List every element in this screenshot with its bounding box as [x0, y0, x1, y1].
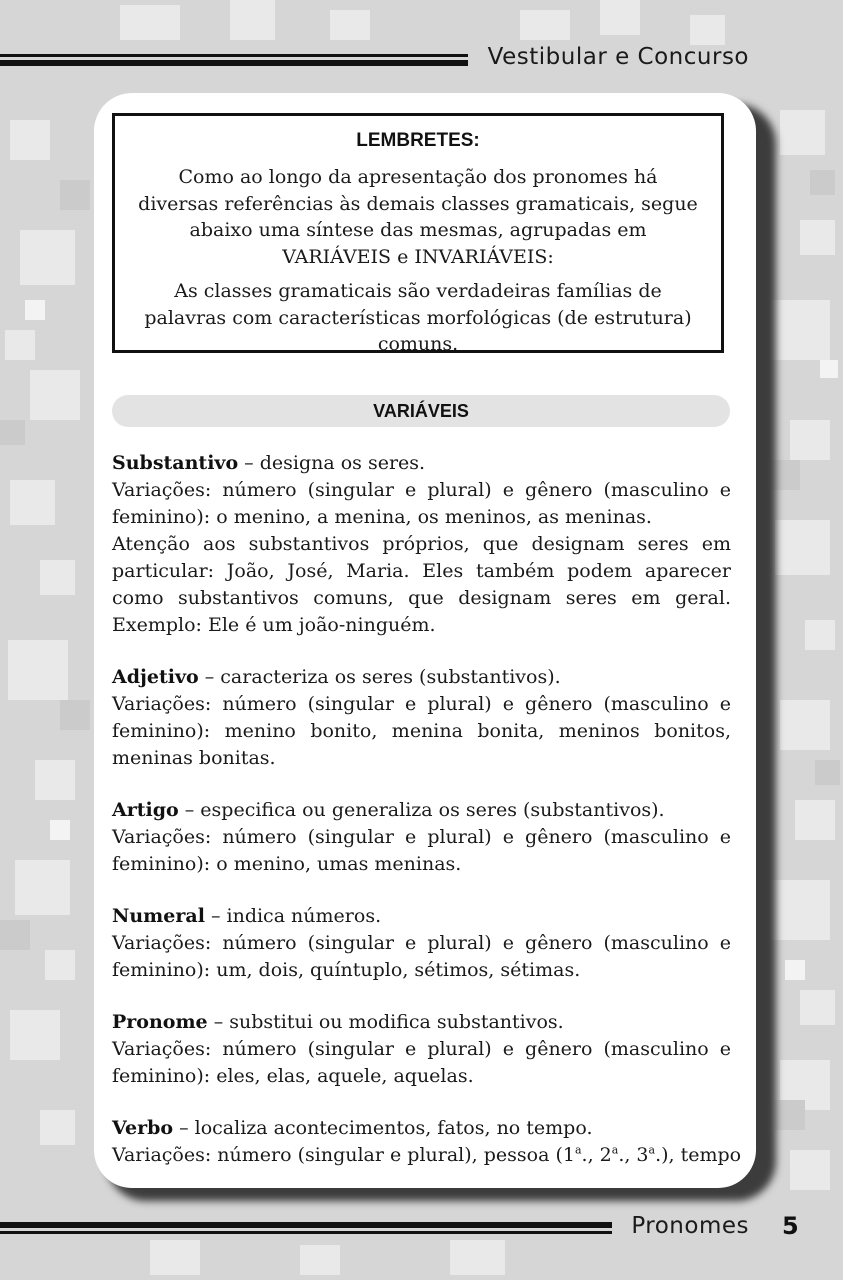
entry-term: Substantivo	[112, 452, 239, 474]
page-number: 5	[782, 1212, 799, 1240]
entry-adjetivo	[112, 664, 731, 772]
entry-definition: – designa os seres.	[238, 452, 426, 474]
reminder-paragraph-2: As classes gramaticais são verdadeiras famílias de palavras com características morfológicas (de estrutura) comuns.	[144, 280, 692, 355]
footer-rule	[0, 1222, 612, 1236]
entry-definition: – caracteriza os seres (substantivos).	[198, 666, 561, 688]
entry-variations: Variações: número (singular e plural), pessoa (1$^a$., 2$^a$., 3$^a$.), tempo	[112, 1143, 742, 1166]
reminder-box	[112, 113, 724, 353]
entry-variations: Variações: número (singular e plural) e gênero (masculino e feminino): o menino, umas meninas.	[112, 826, 731, 875]
section-title-variaveis: VARIÁVEIS	[112, 395, 730, 427]
entry-variations: Variações: número (singular e plural) e gênero (masculino e feminino): menino bonito, menina bonita, meninos bonitos, meninas bonitas.	[112, 693, 731, 769]
entry-substantivo	[112, 450, 731, 639]
header-rule	[0, 54, 468, 68]
reminder-paragraph-1: Como ao longo da apresentação dos pronomes há diversas referências às demais classes gramaticais, segue abaixo uma síntese das mesmas, agrupadas em VARIÁVEIS e INVARIÁVEIS:	[138, 166, 698, 268]
content-card	[94, 93, 756, 1188]
entry-numeral	[112, 903, 731, 984]
entry-definition: – localiza acontecimentos, fatos, no tempo.	[173, 1117, 593, 1139]
entry-term: Verbo	[112, 1117, 174, 1139]
entry-variations: Variações: número (singular e plural) e gênero (masculino e feminino): eles, elas, aquele, aquelas.	[112, 1038, 731, 1087]
entry-definition: – substitui ou modifica substantivos.	[207, 1011, 564, 1033]
entry-variations: Variações: número (singular e plural) e gênero (masculino e feminino): um, dois, quíntuplo, sétimos, sétimas.	[112, 932, 731, 981]
entry-term: Adjetivo	[112, 666, 199, 688]
entry-note: Atenção aos substantivos próprios, que designam seres em particular: João, José, Maria. Eles também podem aparecer como substantivos comuns, que designam seres em geral. Exemplo: Ele é um joão-ninguém.	[112, 533, 731, 636]
footer-title: Pronomes	[631, 1213, 749, 1239]
entry-variations: Variações: número (singular e plural) e gênero (masculino e feminino): o menino, a menina, os meninos, as meninas.	[112, 479, 731, 528]
entry-definition: – especifica ou generaliza os seres (substantivos).	[178, 799, 665, 821]
entry-term: Artigo	[112, 799, 179, 821]
entry-pronome	[112, 1009, 731, 1090]
entry-definition: – indica números.	[204, 905, 382, 927]
entry-artigo	[112, 797, 731, 878]
entry-term: Pronome	[112, 1011, 208, 1033]
entries-list	[112, 450, 742, 1188]
entry-verbo	[112, 1115, 742, 1169]
reminder-title: LEMBRETES:	[356, 130, 480, 151]
header-title: Vestibular e Concurso	[487, 44, 749, 70]
entry-term: Numeral	[112, 905, 205, 927]
